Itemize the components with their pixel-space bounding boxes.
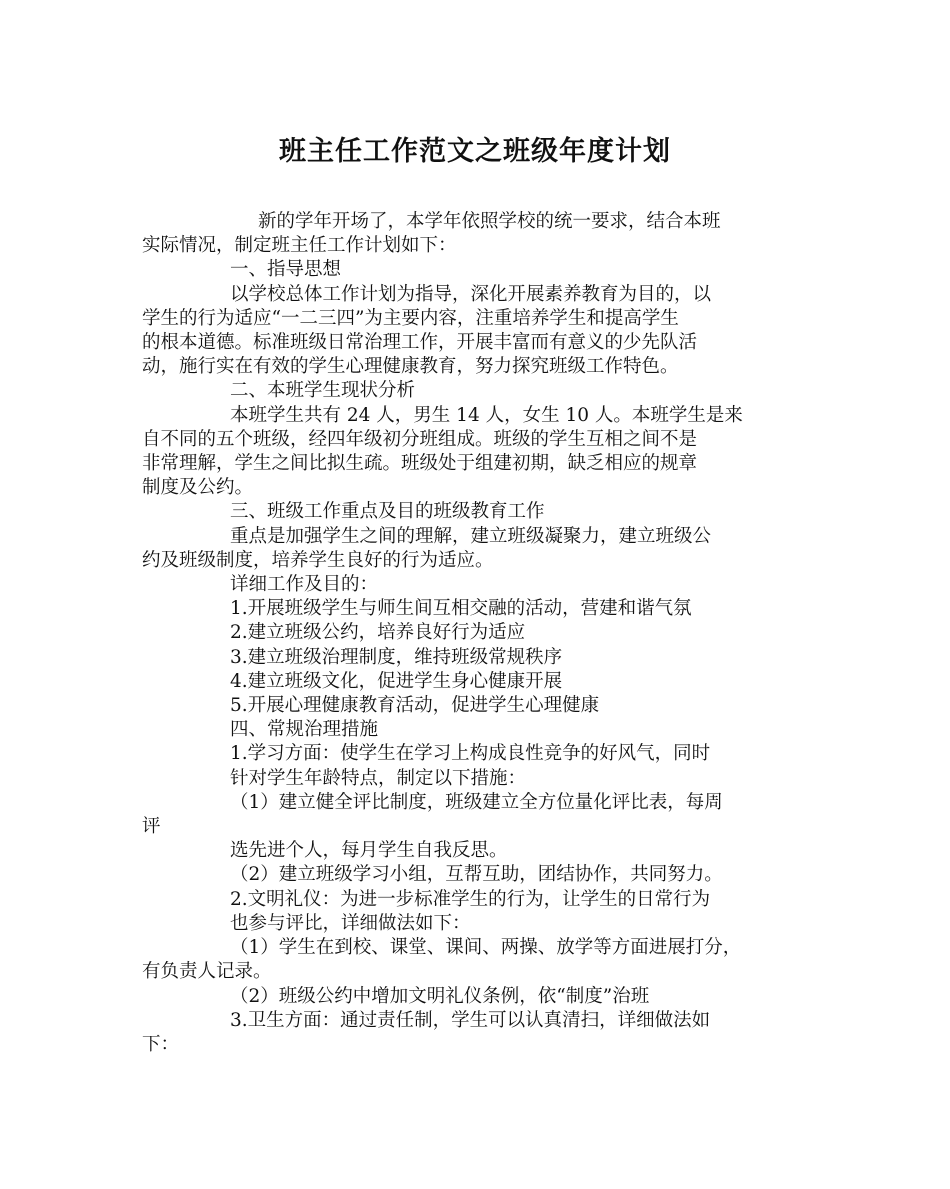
section-heading: 二、本班学生现状分析 [230, 380, 416, 402]
text-line: （1）建立健全评比制度，班级建立全方位量化评比表，每周 [230, 791, 723, 813]
text-line: 制度及公约。 [142, 477, 254, 499]
section-heading: 三、班级工作重点及目的班级教育工作 [230, 501, 545, 523]
document-body [142, 210, 827, 1057]
text-line: 以学校总体工作计划为指导，深化开展素养教育为目的，以 [230, 283, 712, 305]
text-line: 动，施行实在有效的学生心理健康教育，努力探究班级工作特色。 [142, 356, 679, 378]
text-line: 3.卫生方面：通过责任制，学生可以认真清扫，详细做法如 [230, 1009, 711, 1031]
document-title: 班主任工作范文之班级年度计划 [279, 136, 671, 167]
text-line: 新的学年开场了，本学年依照学校的统一要求，结合本班 [258, 211, 721, 232]
text-line: 重点是加强学生之间的理解，建立班级凝聚力，建立班级公 [230, 525, 712, 547]
text-line: 也参与评比，详细做法如下： [230, 912, 471, 934]
text-line: 约及班级制度，培养学生良好的行为适应。 [142, 549, 494, 571]
list-item: 3.建立班级治理制度，维持班级常规秩序 [230, 646, 563, 668]
text-line: 实际情况，制定班主任工作计划如下： [142, 235, 457, 257]
list-item: 1.开展班级学生与师生间互相交融的活动，营建和谐气氛 [230, 598, 692, 620]
text-line: 的根本道德。标准班级日常治理工作，开展丰富而有意义的少先队活 [142, 332, 698, 354]
text-line: 1.学习方面：使学生在学习上构成良性竞争的好风气，同时 [230, 743, 711, 765]
text-line: 非常理解，学生之间比拟生疏。班级处于组建初期，缺乏相应的规章 [142, 453, 698, 475]
text-line: 选先进个人，每月学生自我反思。 [230, 840, 508, 862]
text-line: 评 [142, 816, 161, 838]
text-line: 自不同的五个班级，经四年级初分班组成。班级的学生互相之间不是 [142, 428, 698, 450]
text-line: 针对学生年龄特点，制定以下措施： [230, 767, 527, 789]
text-line: （1）学生在到校、课堂、课间、两操、放学等方面进展打分， [230, 937, 742, 959]
list-item: 5.开展心理健康教育活动，促进学生心理健康 [230, 695, 600, 717]
section-heading: 一、指导思想 [230, 259, 342, 281]
text-line: 有负责人记录。 [142, 961, 272, 983]
text-line: 下： [142, 1033, 180, 1055]
text-line: （2）班级公约中增加文明礼仪条例，依“制度”治班 [230, 985, 650, 1007]
text-line: 学生的行为适应“一二三四”为主要内容，注重培养学生和提高学生 [142, 307, 679, 329]
text-line: 本班学生共有 24 人，男生 14 人，女生 10 人。本班学生是来 [230, 404, 743, 426]
text-line: 详细工作及目的： [230, 574, 379, 596]
list-item: 2.建立班级公约，培养良好行为适应 [230, 622, 526, 644]
list-item: 4.建立班级文化，促进学生身心健康开展 [230, 670, 563, 692]
section-heading: 四、常规治理措施 [230, 719, 379, 741]
text-line: 2.文明礼仪：为进一步标准学生的行为，让学生的日常行为 [230, 888, 711, 910]
text-line: （2）建立班级学习小组，互帮互助，团结协作，共同努力。 [230, 864, 723, 886]
